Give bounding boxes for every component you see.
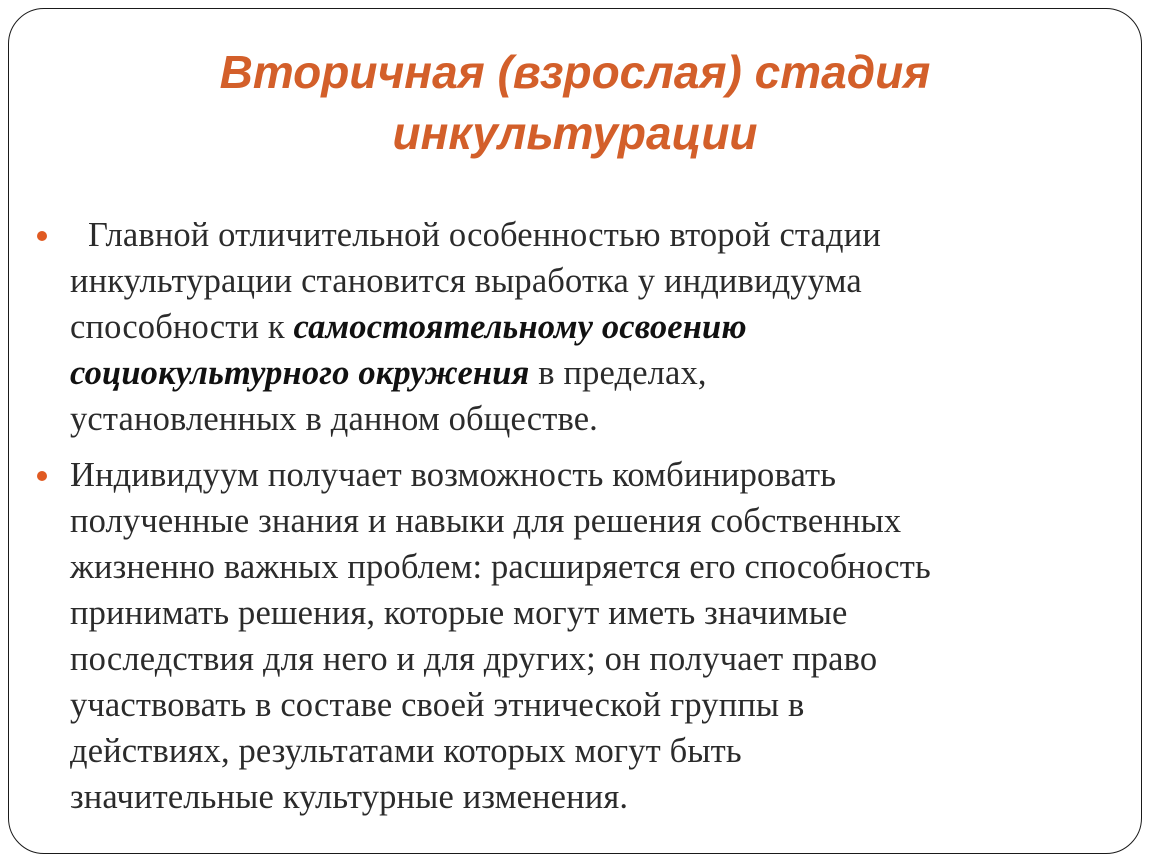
- text-run: значительные культурные изменения.: [70, 778, 629, 816]
- bullet-2-line-7: [70, 728, 1100, 774]
- text-run: установленных в данном обществе.: [70, 400, 598, 438]
- emphasis-text: самостоятельному освоению: [293, 308, 747, 346]
- text-run: последствия для него и для других; он получает право: [70, 640, 878, 678]
- bullet-1-line-5: [70, 396, 1100, 442]
- bullet-1-line-1: [70, 212, 1100, 258]
- slide-title-line-2: инкультурации: [392, 107, 758, 159]
- bullet-2-line-8: [70, 774, 1100, 820]
- text-run: Главной отличительной особенностью второй стадии: [88, 216, 881, 254]
- text-run: в пределах,: [529, 354, 707, 392]
- text-run: инкультурации становится выработка у индивидуума: [70, 262, 862, 300]
- bullet-list: [70, 212, 1100, 830]
- bullet-item-2: [70, 452, 1100, 820]
- slide-title-line-1: Вторичная (взрослая) стадия: [219, 46, 931, 98]
- bullet-2-line-3: [70, 544, 1100, 590]
- text-run: принимать решения, которые могут иметь значимые: [70, 594, 848, 632]
- bullet-2-line-5: [70, 636, 1100, 682]
- bullet-dot-icon: [37, 231, 47, 241]
- text-run: действиях, результатами которых могут быть: [70, 732, 742, 770]
- bullet-2-line-6: [70, 682, 1100, 728]
- bullet-2-line-2: [70, 498, 1100, 544]
- text-run: Индивидуум получает возможность комбинировать: [70, 456, 837, 494]
- bullet-item-1: [70, 212, 1100, 442]
- text-run: участвовать в составе своей этнической группы в: [70, 686, 805, 724]
- bullet-1-line-2: [70, 258, 1100, 304]
- slide-title: [60, 42, 1090, 164]
- bullet-2-line-4: [70, 590, 1100, 636]
- bullet-dot-icon: [37, 471, 47, 481]
- text-run: полученные знания и навыки для решения собственных: [70, 502, 902, 540]
- emphasis-text: социокультурного окружения: [70, 354, 530, 392]
- bullet-1-line-3: [70, 304, 1100, 350]
- text-run: способности к: [70, 308, 294, 346]
- bullet-1-line-4: [70, 350, 1100, 396]
- bullet-2-line-1: [70, 452, 1100, 498]
- text-run: жизненно важных проблем: расширяется его способность: [70, 548, 931, 586]
